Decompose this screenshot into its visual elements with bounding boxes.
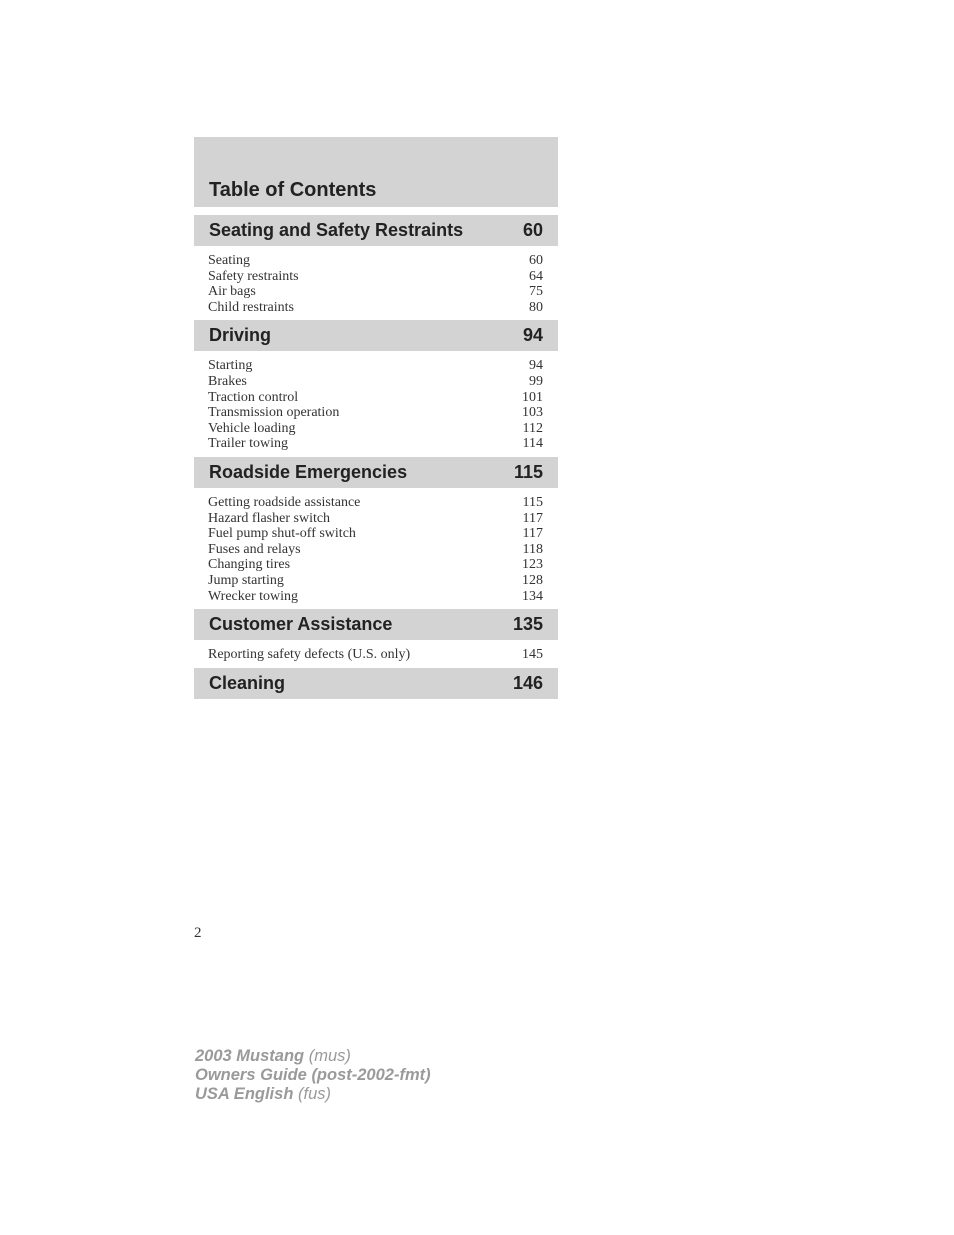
toc-entry[interactable] [208, 542, 543, 558]
entry-label: Starting [208, 358, 253, 374]
section-header[interactable] [194, 215, 558, 246]
section-header[interactable] [194, 668, 558, 699]
toc-entry[interactable] [208, 374, 543, 390]
entry-label: Wrecker towing [208, 588, 299, 604]
toc-entry[interactable] [208, 421, 543, 437]
page-title: Table of Contents [209, 179, 377, 201]
entry-label: Seating [208, 253, 250, 268]
entry-page-number: 134 [522, 588, 543, 604]
section-title: Driving [209, 325, 272, 346]
section-header[interactable] [194, 609, 558, 640]
toc-header [194, 137, 558, 207]
footer-model-code: (mus) [308, 1047, 351, 1065]
entry-page-number: 123 [522, 557, 543, 573]
section-page-number: 146 [512, 672, 543, 693]
toc-entry[interactable] [208, 358, 543, 374]
toc-sections [194, 215, 558, 699]
section-entry-list [194, 488, 558, 609]
entry-page-number: 60 [529, 253, 543, 268]
entry-label: Fuel pump shut-off switch [208, 526, 356, 542]
page-number: 2 [194, 925, 202, 941]
footer-model-name: 2003 Mustang [195, 1047, 305, 1065]
entry-page-number: 117 [522, 526, 543, 542]
entry-page-number: 99 [529, 373, 543, 389]
entry-label: Transmission operation [208, 405, 340, 421]
section-entry-list [194, 246, 558, 320]
entry-page-number: 118 [522, 541, 543, 557]
section-title: Roadside Emergencies [209, 461, 408, 482]
entry-label: Traction control [208, 389, 299, 405]
footer-guide-name: Owners Guide (post-2002-fmt) [195, 1066, 431, 1084]
section-title: Seating and Safety Restraints [209, 220, 464, 240]
toc-entry[interactable] [208, 557, 543, 573]
entry-page-number: 101 [522, 389, 543, 405]
footer-line-language [195, 1085, 431, 1104]
toc-entry[interactable] [208, 526, 543, 542]
toc-entry[interactable] [208, 300, 543, 316]
section-header[interactable] [194, 320, 558, 351]
entry-page-number: 94 [529, 358, 543, 374]
toc-entry[interactable] [208, 511, 543, 527]
section-page-number: 60 [522, 220, 543, 240]
entry-page-number: 75 [529, 284, 543, 300]
entry-page-number: 145 [522, 647, 543, 663]
toc-entry[interactable] [208, 284, 543, 300]
table-of-contents [194, 137, 558, 699]
entry-label: Changing tires [208, 557, 291, 573]
section-entry-list [194, 640, 558, 668]
section-page-number: 94 [522, 325, 543, 346]
section-header[interactable] [194, 457, 558, 488]
toc-entry[interactable] [208, 495, 543, 511]
toc-entry[interactable] [208, 436, 543, 452]
toc-entry[interactable] [208, 589, 543, 605]
entry-page-number: 103 [522, 405, 543, 421]
entry-label: Jump starting [208, 572, 284, 588]
entry-label: Vehicle loading [208, 420, 296, 436]
entry-page-number: 64 [529, 268, 543, 284]
toc-entry[interactable] [208, 253, 543, 269]
entry-page-number: 117 [522, 510, 543, 526]
entry-label: Child restraints [208, 299, 294, 315]
section-entry-list [194, 351, 558, 457]
entry-label: Reporting safety defects (U.S. only) [208, 647, 411, 663]
footer-line-model [195, 1047, 431, 1066]
entry-label: Air bags [208, 284, 256, 300]
entry-page-number: 114 [522, 436, 543, 452]
entry-page-number: 115 [522, 494, 543, 510]
toc-entry[interactable] [208, 405, 543, 421]
document-footer [195, 1047, 431, 1104]
entry-page-number: 128 [522, 572, 543, 588]
section-page-number: 135 [512, 614, 543, 635]
footer-line-guide [195, 1066, 431, 1085]
section-title: Customer Assistance [209, 614, 393, 635]
footer-language-code: (fus) [298, 1085, 331, 1103]
section-title: Cleaning [209, 672, 286, 693]
toc-entry[interactable] [208, 647, 543, 663]
entry-label: Getting roadside assistance [208, 494, 361, 510]
toc-entry[interactable] [208, 390, 543, 406]
footer-language-name: USA English [195, 1085, 294, 1103]
toc-entry[interactable] [208, 269, 543, 285]
entry-page-number: 112 [522, 420, 543, 436]
toc-entry[interactable] [208, 573, 543, 589]
entry-label: Trailer towing [208, 436, 288, 452]
entry-label: Fuses and relays [208, 541, 301, 557]
entry-label: Hazard flasher switch [208, 510, 331, 526]
section-page-number: 115 [513, 461, 543, 482]
entry-label: Brakes [208, 373, 247, 389]
entry-page-number: 80 [529, 299, 543, 315]
entry-label: Safety restraints [208, 268, 299, 284]
